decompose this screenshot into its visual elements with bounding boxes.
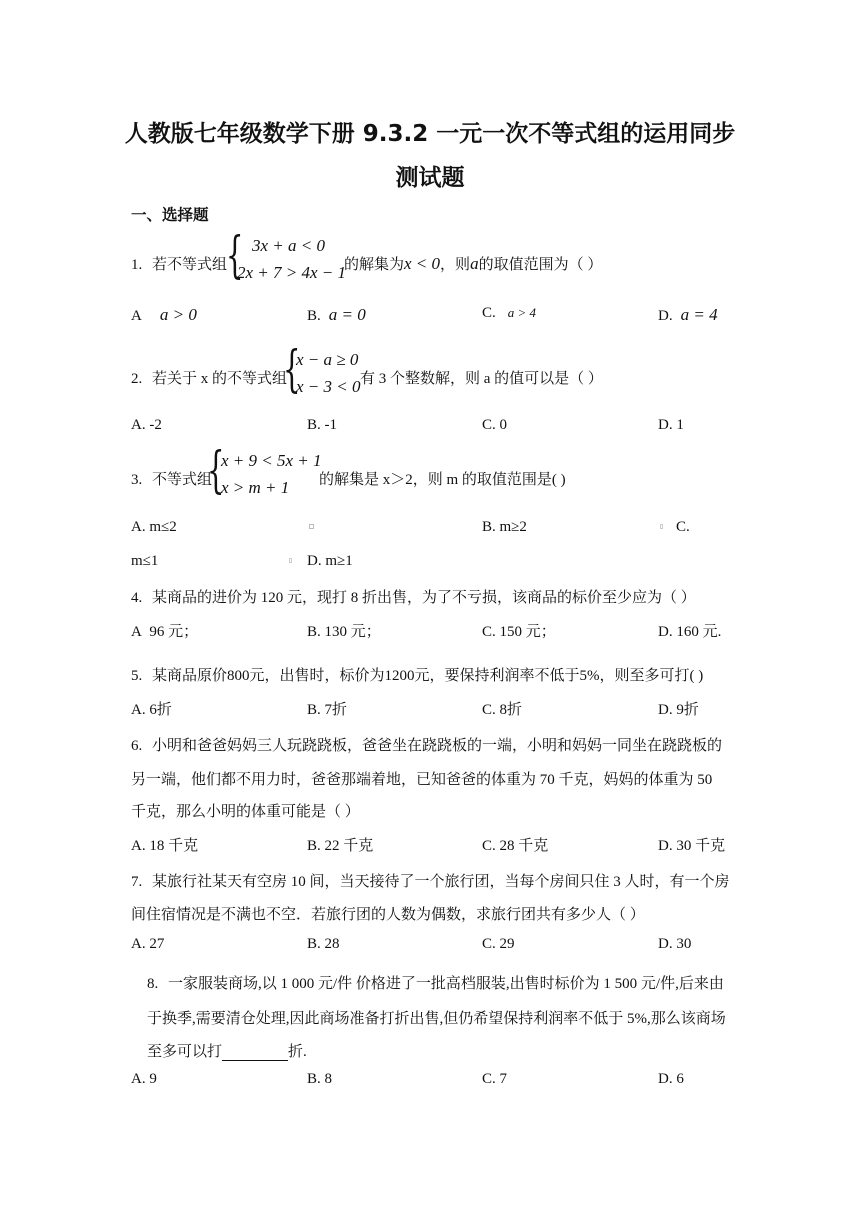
option-text: B.	[307, 417, 321, 433]
separator-icon	[289, 558, 292, 563]
option-text: A.	[131, 702, 146, 718]
question-text: 某商品的进价为 120 元，现打 8 折出售，为了不亏损，该商品的标价至少应为（ ）	[152, 590, 696, 606]
option-text: 29	[499, 936, 515, 952]
question-text: 另一端，他们都不用力时，爸爸那端着地，已知爸爸的体重为 70 千克，妈妈的体重为 50	[131, 772, 713, 788]
left-brace-icon: {	[283, 340, 301, 398]
option-text: 6折	[149, 702, 172, 718]
option-text: 9折	[676, 702, 699, 718]
option-text: C.	[482, 936, 496, 952]
question-text: 某旅行社某天有空房 10 间，当天接待了一个旅行团，当每个房间只住 3 人时，有一个房	[152, 874, 730, 890]
option-c[interactable]	[482, 620, 556, 641]
page-title: 人教版七年级数学下册 9.3.2 一元一次不等式组的运用同步	[124, 121, 736, 147]
option-text: 7折	[324, 702, 348, 718]
option-text: B.	[307, 308, 321, 324]
question-text: 小明和爸爸妈妈三人玩跷跷板，爸爸坐在跷跷板的一端，小明和妈妈一同坐在跷跷板的	[152, 738, 723, 754]
question-text: 间住宿情况是不满也不空．若旅行团的人数为偶数，求旅行团共有多少人（ ）	[131, 907, 645, 923]
answer-blank[interactable]	[222, 1045, 288, 1061]
option-text: B.	[307, 702, 321, 718]
option-a[interactable]	[131, 1071, 157, 1088]
question-text: 的解集为	[344, 257, 405, 273]
separator-icon	[309, 524, 314, 529]
question-text: 某商品原价800元，出售时，标价为1200元，要保持利润率不低于5%，则至多可打( )	[152, 668, 704, 684]
inequality-line: x − 3 < 0	[296, 377, 361, 396]
option-c[interactable]	[482, 834, 548, 855]
option-text: D.	[658, 702, 673, 718]
question-text: ，则	[440, 257, 471, 273]
option-b[interactable]	[307, 305, 366, 325]
option-b[interactable]	[307, 834, 373, 855]
option-text: A.	[131, 1071, 146, 1087]
question-number: 1.	[131, 257, 143, 273]
question-number: 6.	[131, 738, 143, 754]
page-title-line2: 测试题	[395, 165, 465, 191]
option-text: B.	[307, 936, 321, 952]
option-text: 18 千克	[149, 838, 199, 854]
option-a[interactable]	[131, 417, 162, 434]
option-text: 30	[676, 936, 692, 952]
option-text: B.	[307, 1071, 321, 1087]
option-text: C.	[482, 417, 496, 433]
option-text: 30 千克	[676, 838, 726, 854]
option-text: 7	[499, 1071, 508, 1087]
option-text: m≥2	[499, 519, 527, 535]
option-c-letter: C.	[676, 519, 690, 535]
option-text: B.	[307, 838, 321, 854]
option-text: A	[131, 624, 142, 640]
question-text: 不等式组	[152, 472, 213, 488]
option-a[interactable]	[131, 936, 164, 953]
inequality-line: 2x + 7 > 4x − 1	[237, 263, 347, 282]
option-text: C.	[482, 838, 496, 854]
question-number: 7.	[131, 874, 143, 890]
option-d[interactable]	[658, 1071, 684, 1088]
option-text: 27	[149, 936, 165, 952]
option-b[interactable]	[307, 936, 340, 953]
option-text: -2	[149, 417, 162, 433]
option-a[interactable]	[131, 305, 197, 325]
option-text: m≥1	[325, 553, 353, 569]
question-text: 若不等式组	[152, 257, 228, 273]
option-text: C.	[482, 305, 496, 321]
option-text: 1	[676, 417, 684, 433]
option-d[interactable]	[307, 553, 353, 570]
option-text: D.	[658, 308, 673, 324]
option-text: B.	[482, 519, 496, 535]
option-c[interactable]	[482, 698, 522, 719]
option-text: 150 元；	[499, 624, 556, 640]
option-text: D.	[658, 417, 673, 433]
option-text: C.	[482, 624, 496, 640]
option-a[interactable]	[131, 620, 198, 641]
option-b[interactable]	[307, 698, 347, 719]
option-text: -1	[324, 417, 338, 433]
option-c-text: m≤1	[131, 553, 159, 569]
inequality-line: x > m + 1	[221, 478, 290, 497]
option-a[interactable]	[131, 519, 177, 536]
question-text: 若关于 x 的不等式组	[152, 371, 288, 387]
option-text: B.	[307, 624, 321, 640]
math-condition: x < 0	[404, 254, 441, 273]
question-text: 至多可以打	[147, 1044, 223, 1060]
option-text: D.	[658, 1071, 673, 1087]
question-text: 于换季,需要清仓处理,因此商场准备打折出售,但仍希望保持利润率不低于 5%,那么该商场	[147, 1011, 726, 1027]
option-text: A.	[131, 838, 146, 854]
option-text: 0	[499, 417, 508, 433]
option-text: A	[131, 308, 142, 324]
option-text: C.	[482, 702, 496, 718]
option-c[interactable]	[482, 1071, 507, 1088]
question-text: 一家服装商场,以 1 000 元/件 价格进了一批高档服装,出售时标价为 1 500 元/件,后来由	[168, 976, 724, 992]
option-text: 8折	[499, 702, 523, 718]
option-text: 22 千克	[324, 838, 374, 854]
section-heading: 一、选择题	[131, 206, 209, 224]
inequality-line: x + 9 < 5x + 1	[221, 451, 322, 470]
option-d[interactable]	[658, 305, 718, 325]
option-a[interactable]	[131, 834, 198, 855]
option-text: 9	[149, 1071, 157, 1087]
question-text: 折.	[288, 1044, 307, 1060]
option-text: C.	[482, 1071, 496, 1087]
inequality-line: x − a ≥ 0	[296, 350, 359, 369]
question-text: 的取值范围为（ ）	[478, 257, 603, 273]
question-number: 4.	[131, 590, 143, 606]
option-d[interactable]	[658, 417, 684, 434]
option-d[interactable]	[658, 698, 699, 719]
option-b[interactable]	[307, 417, 337, 434]
option-text: a = 4	[680, 305, 718, 324]
option-c[interactable]	[482, 305, 536, 322]
option-text: D.	[307, 553, 322, 569]
option-d[interactable]	[658, 620, 721, 641]
option-text: 160 元.	[676, 624, 722, 640]
option-b[interactable]	[482, 519, 527, 536]
option-text: D.	[658, 936, 673, 952]
option-b[interactable]	[307, 620, 381, 641]
option-text: 28	[324, 936, 340, 952]
option-text: a > 4	[507, 305, 537, 320]
option-a[interactable]	[131, 698, 172, 719]
question-number: 3.	[131, 472, 143, 488]
question-number: 8.	[147, 976, 159, 992]
inequality-line: 3x + a < 0	[252, 236, 325, 255]
left-brace-icon: {	[226, 226, 244, 284]
option-text: 130 元；	[324, 624, 381, 640]
question-text: 有 3 个整数解，则 a 的值可以是（ ）	[360, 371, 603, 387]
left-brace-icon: {	[207, 441, 225, 499]
option-c[interactable]	[482, 417, 507, 434]
option-text: A.	[131, 936, 146, 952]
option-text: 96 元；	[149, 624, 199, 640]
option-text: 8	[324, 1071, 333, 1087]
option-text: D.	[658, 838, 673, 854]
option-c[interactable]	[482, 936, 515, 953]
option-d[interactable]	[658, 834, 725, 855]
option-text: A.	[131, 417, 146, 433]
option-text: D.	[658, 624, 673, 640]
option-text: m≤2	[149, 519, 177, 535]
option-text: A.	[131, 519, 146, 535]
math-variable: a	[470, 254, 479, 273]
question-number: 2.	[131, 371, 143, 387]
option-text: a = 0	[328, 305, 366, 324]
option-text: 6	[676, 1071, 684, 1087]
question-text: 千克，那么小明的体重可能是（ ）	[131, 804, 360, 820]
separator-icon	[660, 524, 663, 529]
option-text: 28 千克	[499, 838, 549, 854]
question-number: 5.	[131, 668, 143, 684]
option-d[interactable]	[658, 936, 691, 953]
option-b[interactable]	[307, 1071, 332, 1088]
option-text: a > 0	[159, 305, 197, 324]
question-text: 的解集是 x＞2，则 m 的取值范围是( )	[319, 472, 566, 488]
